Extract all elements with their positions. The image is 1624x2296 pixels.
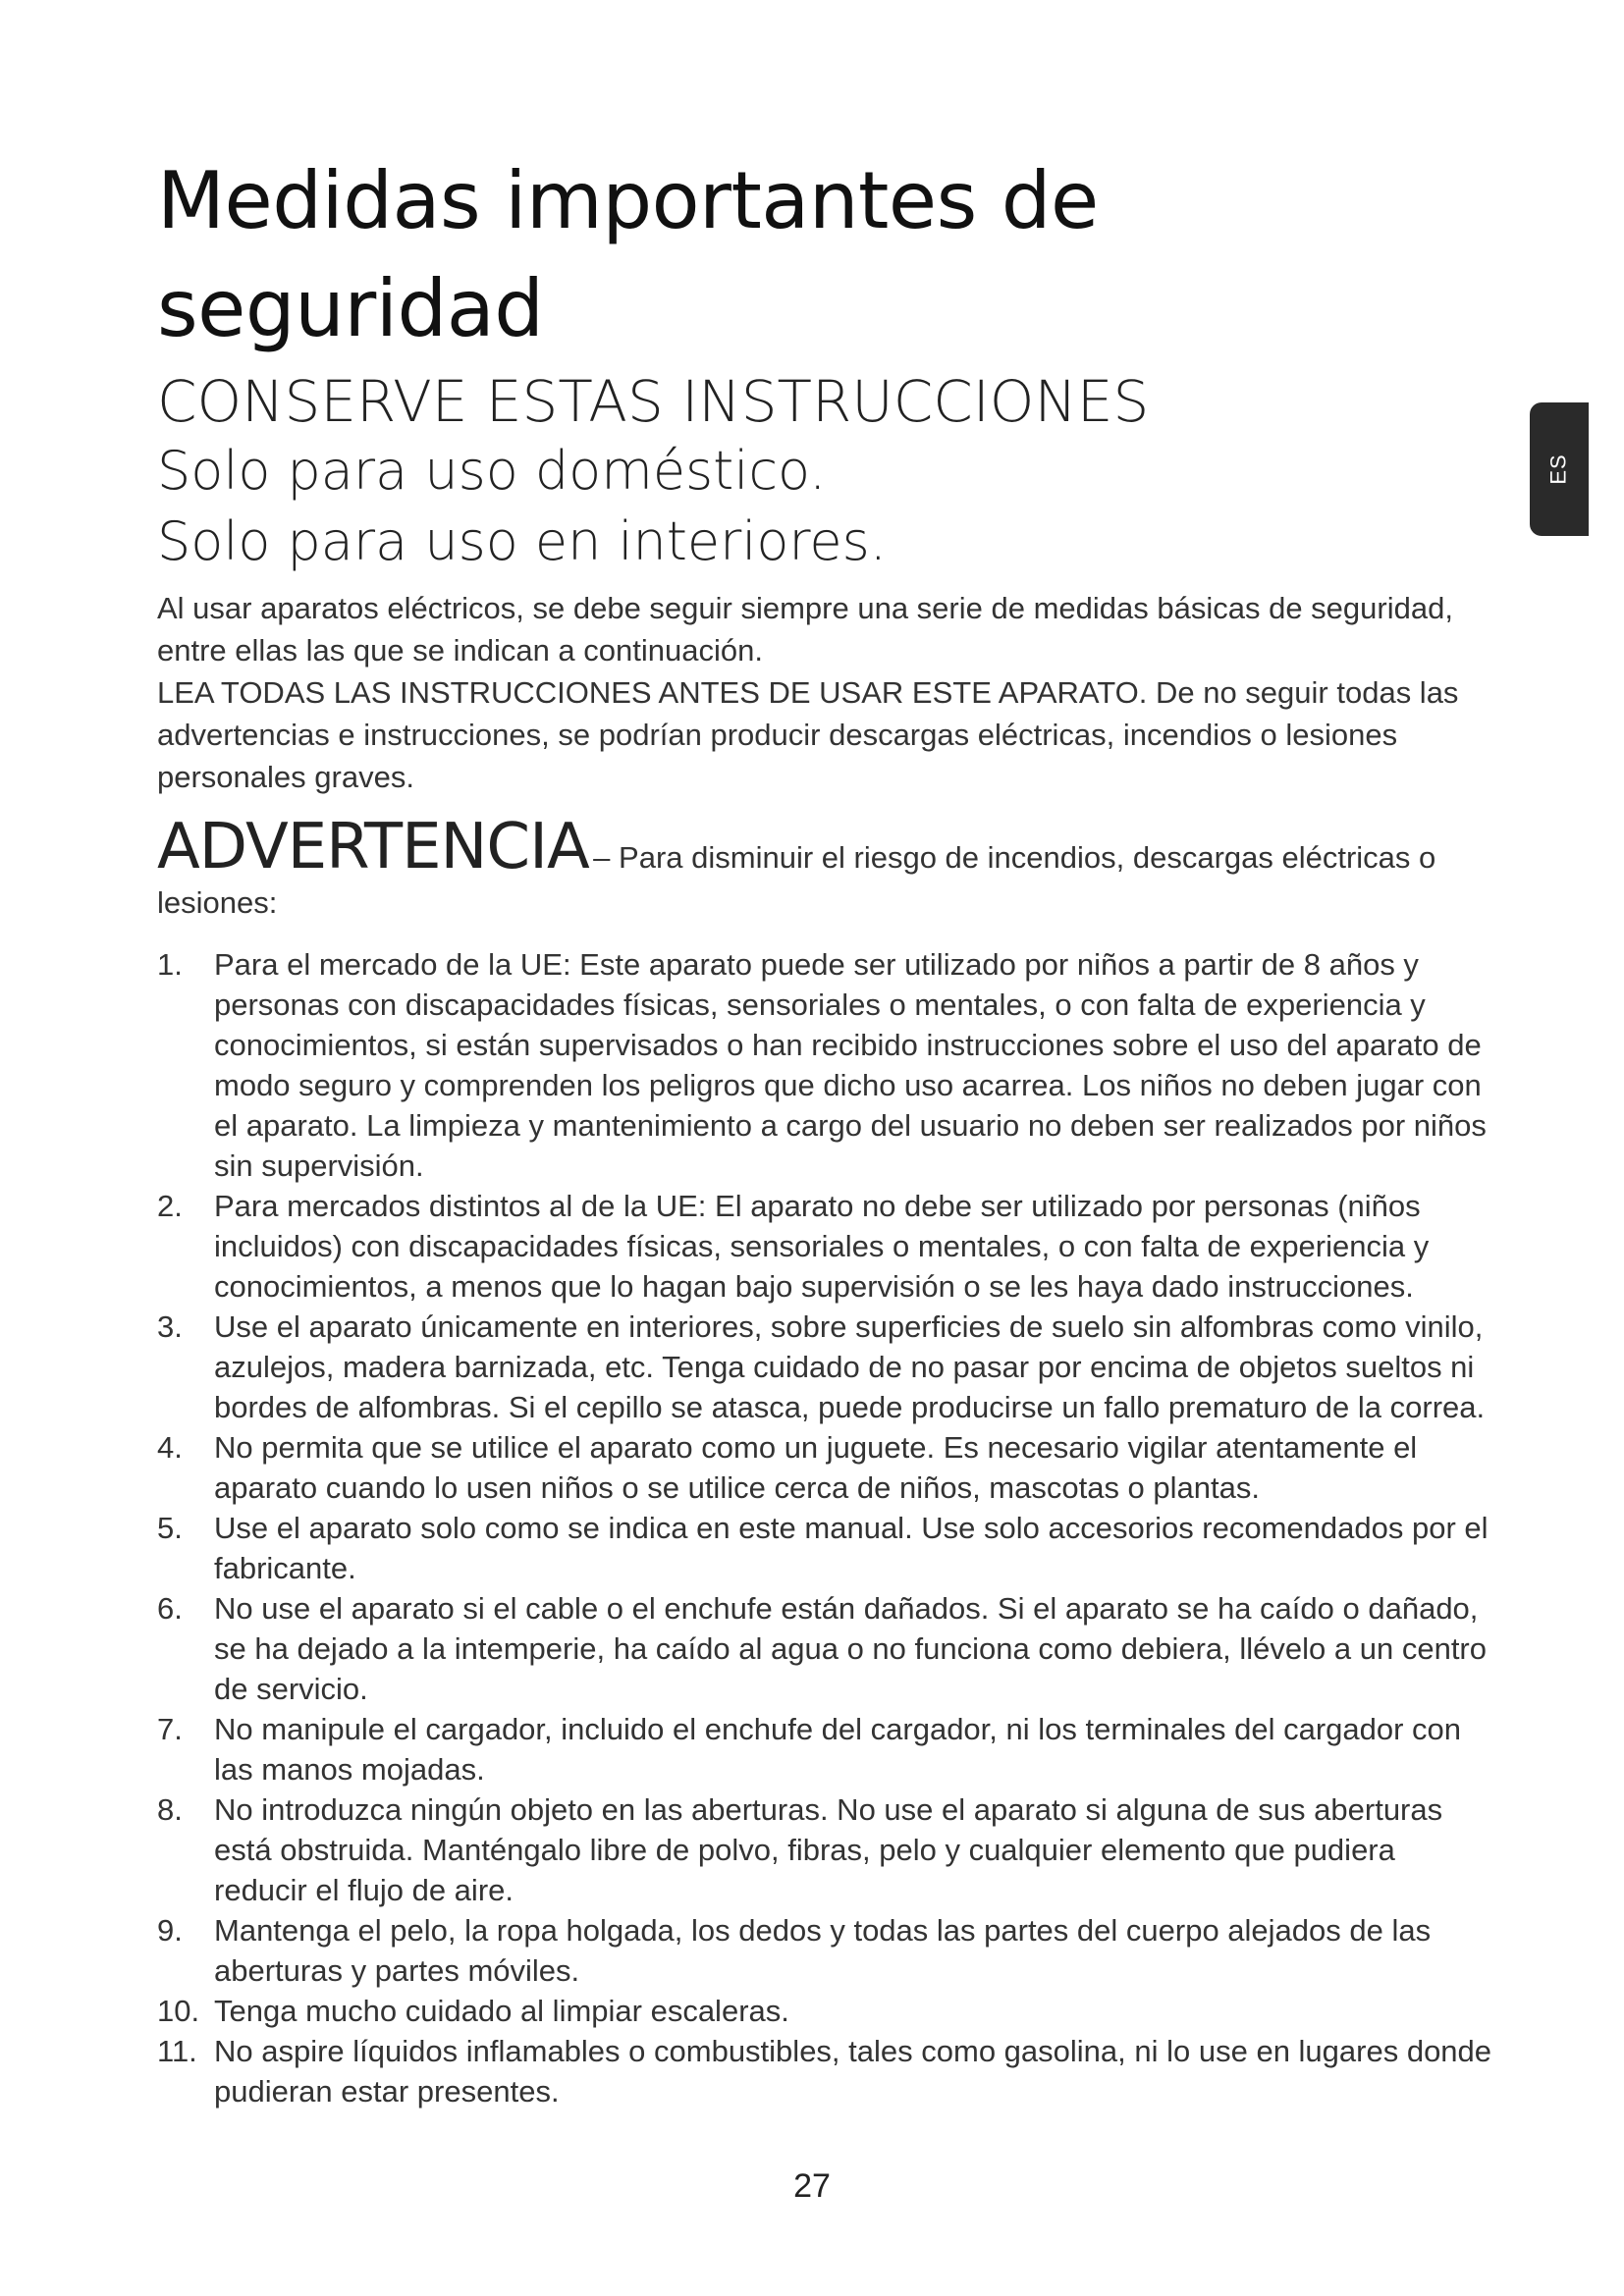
item-text: No use el aparato si el cable o el enchufe están dañados. Si el aparato se ha caído o dañado, se ha dejado a la intemperie, ha caído al agua o no funciona como debiera, llévelo a un centro de servicio. bbox=[214, 1591, 1487, 1706]
item-number: 6. bbox=[157, 1591, 183, 1626]
warning-heading bbox=[157, 811, 1492, 929]
item-text: No aspire líquidos inflamables o combustibles, tales como gasolina, ni lo use en lugares donde pudieran estar presentes. bbox=[214, 2034, 1492, 2109]
list-item bbox=[157, 1186, 1492, 1307]
list-item bbox=[157, 2031, 1492, 2111]
list-item bbox=[157, 1307, 1492, 1427]
list-item bbox=[157, 1427, 1492, 1508]
item-number: 11. bbox=[157, 2034, 197, 2068]
save-instructions-heading: CONSERVE ESTAS INSTRUCCIONES bbox=[157, 368, 1150, 435]
list-item bbox=[157, 1991, 1492, 2031]
warning-text: – Para disminuir el riesgo de incendios, descargas eléctricas o lesiones: bbox=[157, 840, 1436, 920]
warning-word: ADVERTENCIA bbox=[157, 811, 589, 883]
domestic-use-heading: Solo para uso doméstico. bbox=[157, 440, 827, 502]
item-number: 8. bbox=[157, 1792, 183, 1827]
item-number: 10. bbox=[157, 1994, 200, 2028]
item-number: 7. bbox=[157, 1712, 183, 1746]
item-text: Para mercados distintos al de la UE: El aparato no debe ser utilizado por personas (niños incluidos) con discapacidades físicas, sensoriales o mentales, o con falta de experiencia y conocimientos, a menos que lo hagan bajo supervisión o se les haya dado instrucciones. bbox=[214, 1189, 1430, 1304]
item-text: No manipule el cargador, incluido el enchufe del cargador, ni los terminales del cargador con las manos mojadas. bbox=[214, 1712, 1462, 1787]
item-text: Use el aparato únicamente en interiores, sobre superficies de suelo sin alfombras como vinilo, azulejos, madera barnizada, etc. Tenga cuidado de no pasar por encima de objetos sueltos ni bordes de alfombras. Si el cepillo se atasca, puede producirse un fallo prematuro de la correa. bbox=[214, 1309, 1486, 1424]
item-text: Use el aparato solo como se indica en este manual. Use solo accesorios recomendados por el fabricante. bbox=[214, 1511, 1489, 1585]
page-number: 27 bbox=[793, 2167, 831, 2205]
page-title: Medidas importantes de seguridad bbox=[157, 155, 1099, 354]
item-number: 9. bbox=[157, 1913, 183, 1948]
list-item bbox=[157, 1910, 1492, 1991]
indoor-use-heading: Solo para uso en interiores. bbox=[157, 510, 887, 572]
list-item bbox=[157, 1588, 1492, 1709]
item-text: No introduzca ningún objeto en las aberturas. No use el aparato si alguna de sus aberturas está obstruida. Manténgalo libre de polvo, fibras, pelo y cualquier elemento que pudiera reducir el flujo de aire. bbox=[214, 1792, 1443, 1907]
item-number: 2. bbox=[157, 1189, 183, 1223]
intro-text bbox=[157, 587, 1492, 798]
language-tab bbox=[1530, 402, 1589, 536]
item-text: Mantenga el pelo, la ropa holgada, los dedos y todas las partes del cuerpo alejados de las aberturas y partes móviles. bbox=[214, 1913, 1432, 1988]
item-text: Para el mercado de la UE: Este aparato puede ser utilizado por niños a partir de 8 años y personas con discapacidades físicas, sensoriales o mentales, o con falta de experiencia y conocimientos, si están supervisados o han recibido instrucciones sobre el uso del aparato de modo seguro y comprenden los peligros que dicho uso acarrea. Los niños no deben jugar con el aparato. La limpieza y mantenimiento a cargo del usuario no deben ser realizados por niños sin supervisión. bbox=[214, 947, 1487, 1183]
list-item bbox=[157, 1709, 1492, 1789]
item-text: No permita que se utilice el aparato como un juguete. Es necesario vigilar atentamente el aparato cuando lo usen niños o se utilice cerca de niños, mascotas o plantas. bbox=[214, 1430, 1418, 1505]
intro-paragraph: LEA TODAS LAS INSTRUCCIONES ANTES DE USAR ESTE APARATO. De no seguir todas las advertencias e instrucciones, se podrían producir descargas eléctricas, incendios o lesiones personales graves. bbox=[157, 675, 1459, 794]
page-content bbox=[157, 147, 1492, 2111]
item-number: 1. bbox=[157, 947, 183, 982]
item-text: Tenga mucho cuidado al limpiar escaleras. bbox=[214, 1994, 789, 2028]
list-item bbox=[157, 944, 1492, 1186]
intro-paragraph: Al usar aparatos eléctricos, se debe seguir siempre una serie de medidas básicas de seguridad, entre ellas las que se indican a continuación. bbox=[157, 591, 1453, 667]
item-number: 5. bbox=[157, 1511, 183, 1545]
list-item bbox=[157, 1789, 1492, 1910]
language-tab-label: ES bbox=[1545, 454, 1571, 485]
list-item bbox=[157, 1508, 1492, 1588]
item-number: 4. bbox=[157, 1430, 183, 1465]
safety-list bbox=[157, 944, 1492, 2111]
item-number: 3. bbox=[157, 1309, 183, 1344]
